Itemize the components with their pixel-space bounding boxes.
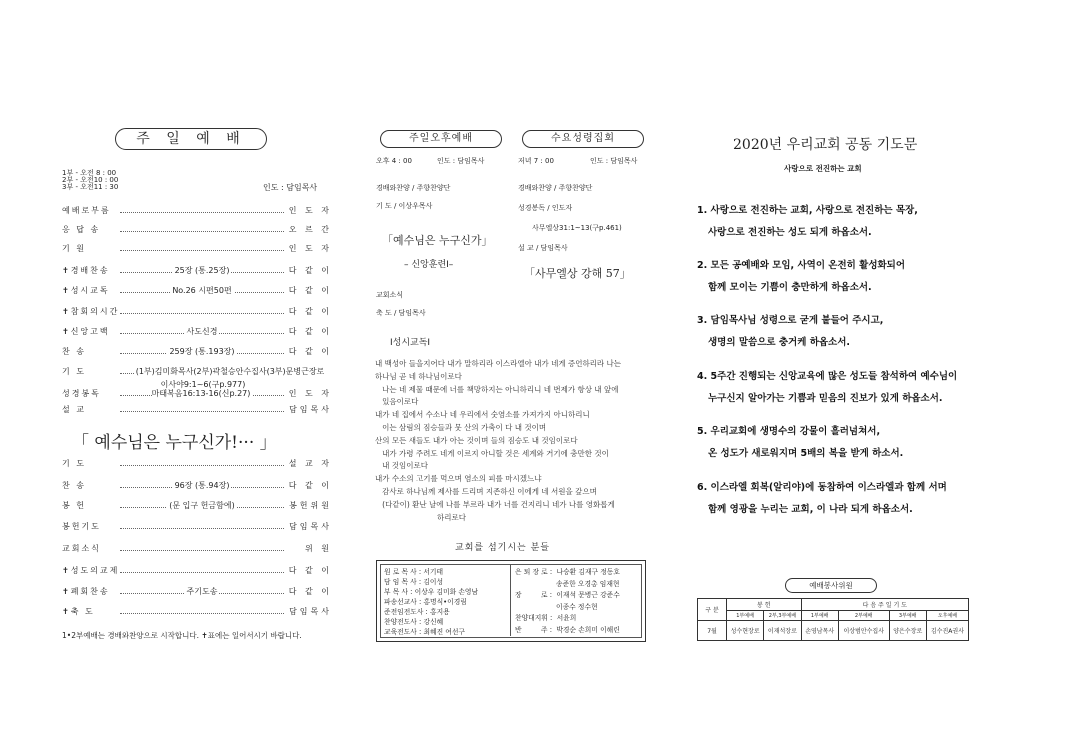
duty-name: 성수현장로: [727, 621, 764, 641]
wednesday-item: 성경봉독 / 인도자: [518, 204, 573, 212]
dotted-leader: [120, 528, 284, 529]
duty-sub-header: 2부,3부예배: [764, 611, 801, 621]
afternoon-time: 오후 4 : 00: [376, 157, 412, 165]
reading-title: Ⅰ성시교독Ⅰ: [390, 338, 431, 348]
servant-entry: 장 로 : 이재석 문병근 강준수: [515, 591, 620, 599]
order-detail-text: No.26 시편50편: [172, 286, 232, 295]
order-row: [62, 326, 332, 338]
reading-line: 산의 모든 새들도 내가 아는 것이며 들의 짐승도 내 것임이로다: [375, 435, 578, 445]
reading-line: 하나님 곧 네 하나님이로다: [375, 371, 462, 381]
servant-entry: 반 주 : 박경순 손희미 이해린: [515, 625, 620, 634]
dotted-leader: [120, 250, 284, 251]
order-row: [62, 458, 332, 470]
order-row: [62, 380, 332, 400]
dotted-leader: [120, 613, 284, 614]
prayer-item-cont: 생명의 말씀으로 충거케 하옵소서.: [708, 337, 851, 348]
reading-line: 나는 네 제물 때문에 너를 책망하지는 아니하리니 네 번제가 항상 내 앞에: [375, 384, 619, 394]
order-detail: [120, 285, 284, 296]
prayer-item: 5. 우리교회에 생명수의 강물이 흘러넘쳐서,: [697, 426, 881, 437]
wednesday-item: 사무엘상31:1~13(구p.461): [532, 224, 622, 232]
prayer-item: 1. 사랑으로 전진하는 교회, 사랑으로 전진하는 목장,: [697, 205, 918, 216]
afternoon-item: 축 도 / 담임목사: [376, 309, 426, 317]
order-detail-text: 이사야9:1~6(구p.977) 마태복음16:13-16(신p.27): [151, 380, 251, 398]
order-label: 봉헌기도: [62, 522, 101, 531]
order-leader: 다 같 이: [288, 566, 332, 575]
order-row: [62, 606, 332, 618]
dotted-leader: [120, 212, 284, 213]
order-leader: 오 르 간: [288, 225, 332, 234]
duty-name: 손영남목사: [801, 621, 838, 641]
reading-line: 내가 수소의 고기를 먹으며 염소의 피를 마시겠느냐: [375, 474, 542, 484]
order-detail: [120, 366, 340, 377]
order-leader: 담임목사: [289, 607, 332, 616]
order-row: [62, 500, 332, 512]
order-row: [62, 480, 332, 492]
duty-name: 이재석장로: [764, 621, 801, 641]
prayer-item-cont: 사랑으로 전진하는 성도 되게 하옵소서.: [708, 227, 872, 238]
reading-line: 하리로다: [375, 512, 466, 522]
order-row: [62, 306, 332, 318]
order-detail-text: 96장 (통.94장): [174, 481, 230, 490]
order-label: ✝폐회찬송: [62, 587, 110, 596]
order-label: 찬 송: [62, 347, 86, 356]
order-detail: [120, 586, 284, 597]
order-row: [62, 521, 332, 533]
order-label: ✝축 도: [62, 607, 95, 616]
footnote: 1•2부예배는 경배와찬양으로 시작합니다. ✝표에는 일어서시기 바랍니다.: [62, 631, 302, 640]
order-label: ✝참회의시간: [62, 307, 120, 316]
servant-entry: 이종수 정수현: [515, 602, 598, 611]
order-label: 봉 헌: [62, 501, 86, 510]
prayer-item: 4. 5주간 진행되는 신앙교육에 많은 성도들 참석하여 예수님이: [697, 371, 958, 382]
duty-name: 이상범안수집사: [838, 621, 889, 641]
order-detail-text: 25장 (통.25장): [174, 266, 230, 275]
servants-title: 교회를 섬기시는 분들: [455, 543, 550, 553]
duty-sub-header: 오후예배: [926, 611, 968, 621]
order-label: 예배로부름: [62, 206, 111, 215]
duty-title: 예배봉사위원: [785, 578, 877, 593]
reading-line: 내 것임이로다: [375, 461, 429, 471]
order-detail-text: 사도신경: [186, 327, 218, 336]
order-row: [62, 205, 332, 217]
prayer-item: 3. 담임목사님 성령으로 굳게 붙들어 주시고,: [697, 315, 884, 326]
preacher-label: 인도 : 담임목사: [263, 183, 318, 192]
dotted-leader: [120, 572, 284, 573]
duty-offering-header: 봉 헌: [727, 599, 802, 611]
afternoon-title: 주일오후예배: [380, 130, 502, 148]
order-row: [62, 224, 332, 236]
duty-col-header: 구 분: [698, 599, 727, 621]
order-leader: 위 원: [305, 544, 332, 553]
servant-entry: 찬양전도사 : 강신혜: [384, 618, 444, 626]
order-label: ✝신앙고백: [62, 327, 110, 336]
duty-sub-header: 3부예배: [889, 611, 926, 621]
prayer-item-cont: 함께 모이는 기쁨이 충만하게 하옵소서.: [708, 282, 872, 293]
dotted-leader: [120, 411, 284, 412]
order-label: ✝성시교독: [62, 286, 110, 295]
duty-sub-header: 1부예배: [801, 611, 838, 621]
dotted-leader: [120, 231, 284, 232]
order-label: 설 교: [62, 405, 86, 414]
order-label: ✝성도의교제: [62, 566, 120, 575]
servant-entry: 은 퇴 장 로 : 나승환 김재구 정동호: [515, 568, 620, 576]
servant-entry: 교육전도사 : 최혜진 여선구: [384, 628, 465, 636]
servant-entry: 담 임 목 사 : 김이성: [384, 578, 444, 586]
order-leader: 다 같 이: [288, 481, 332, 490]
servant-entry: 파송선교사 : 홍명식•이경림: [384, 598, 467, 606]
order-leader: 다 같 이: [288, 266, 332, 275]
duty-prayer-header: 다 음 주 일 기 도: [801, 599, 968, 611]
wednesday-sermon: 「사무엘상 강해 57」: [524, 267, 631, 280]
prayer-item: 2. 모든 공예배와 모임, 사역이 온전히 활성화되어: [697, 260, 906, 271]
order-detail: [120, 346, 284, 357]
afternoon-subtitle: – 신앙훈련Ⅰ–: [404, 260, 454, 270]
reading-line: 있음이로다: [375, 397, 419, 407]
prayer-title: 2020년 우리교회 공동 기도문: [733, 137, 918, 153]
duty-month: 7월: [698, 621, 727, 641]
order-label: 기 도: [62, 367, 86, 376]
prayer-item-cont: 누구신지 알아가는 기쁨과 믿음의 진보가 있게 하옵소서.: [708, 393, 943, 404]
order-row: [62, 285, 332, 297]
order-row: [62, 586, 332, 598]
servant-entry: 부 목 사 : 이상우 김미화 손영남: [384, 588, 479, 596]
order-leader: 다 같 이: [288, 327, 332, 336]
order-leader: 인 도 자: [288, 389, 332, 398]
order-detail: [120, 500, 284, 511]
reading-line: 내가 가령 주려도 네게 이르지 아니할 것은 세계와 거기에 충만한 것이: [375, 448, 609, 458]
order-leader: 봉헌위원: [289, 501, 332, 510]
prayer-subtitle: 사랑으로 전진하는 교회: [784, 164, 862, 173]
dotted-leader: [120, 550, 284, 551]
order-detail: [120, 326, 284, 337]
duty-sub-header: 2부예배: [838, 611, 889, 621]
afternoon-item: 교회소식: [376, 291, 404, 299]
service-time: 3부 - 오전11 : 30: [62, 183, 119, 191]
servant-entry: 원 로 목 사 : 서기태: [384, 568, 444, 576]
wednesday-title: 수요성령집회: [522, 130, 644, 148]
order-detail: [120, 380, 284, 398]
duty-sub-header: 1부예배: [727, 611, 764, 621]
prayer-item: 6. 이스라엘 회복(알리야)에 동참하여 이스라엘과 함께 서며: [697, 482, 947, 493]
servant-entry: 준전임전도사 : 홍지용: [384, 608, 450, 616]
order-label: 찬 송: [62, 481, 86, 490]
order-leader: 인 도 자: [288, 244, 332, 253]
order-label: ✝경배찬송: [62, 266, 110, 275]
order-leader: 담임목사: [289, 522, 332, 531]
wednesday-item: 설 교 / 담임목사: [518, 244, 568, 252]
order-row: [62, 565, 332, 577]
duty-name: 양은수장로: [889, 621, 926, 641]
sunday-title: 주 일 예 배: [115, 128, 267, 150]
dotted-leader: [120, 313, 284, 314]
afternoon-item: 경배와찬양 / 주향찬양단: [376, 184, 451, 192]
order-leader: 설 교 자: [288, 459, 332, 468]
reading-line: 내가 네 집에서 수소나 네 우리에서 숫염소를 가져가지 아니하리니: [375, 410, 590, 420]
dotted-leader: [120, 465, 284, 466]
service-time: 1부 - 오전 8 : 00: [62, 169, 117, 177]
order-label: 응 답 송: [62, 225, 101, 234]
afternoon-sermon: 「예수님은 누구신가」: [382, 234, 493, 247]
order-row: [62, 404, 332, 416]
order-leader: 다 같 이: [288, 587, 332, 596]
order-detail: [120, 480, 284, 491]
prayer-item-cont: 온 성도가 새로워지며 5배의 복을 받게 하소서.: [708, 448, 904, 459]
order-detail-text: 주기도송: [186, 587, 218, 596]
servant-entry: 송준한 오경총 임재현: [515, 579, 620, 588]
reading-line: 감사로 하나님께 제사를 드리며 지존하신 이에게 네 서원을 갚으며: [375, 487, 597, 496]
order-leader: 담임목사: [289, 405, 332, 414]
order-label: 교회소식: [62, 544, 101, 553]
order-row: [62, 543, 332, 555]
order-detail-text: 259장 (통.193장): [169, 347, 235, 356]
order-row: [62, 346, 332, 358]
duty-name: 김수진A권사: [926, 621, 968, 641]
order-label: 성경봉독: [62, 389, 101, 398]
reading-line: (다같이) 환난 날에 나를 부르라 내가 너를 건지리니 네가 나를 영화롭게: [375, 499, 615, 509]
wednesday-leader: 인도 : 담임목사: [590, 157, 638, 165]
order-leader: 다 같 이: [288, 286, 332, 295]
order-detail: [120, 265, 284, 276]
order-row: [62, 243, 332, 255]
order-label: 기 도: [62, 459, 86, 468]
order-row: [62, 265, 332, 277]
order-row: [62, 366, 332, 378]
order-label: 기 원: [62, 244, 86, 253]
order-detail-text: (1부)김미화목사(2부)곽철승안수집사(3부)문병근장로: [135, 367, 325, 376]
reading-line: 내 백성아 들을지어다 내가 말하리라 이스라엘아 내가 네게 증언하리라 나는: [375, 359, 622, 368]
order-detail-text: (문 입구 헌금함에): [169, 501, 235, 510]
servant-entry: 찬양대지휘 : 서윤희: [515, 614, 577, 622]
afternoon-leader: 인도 : 담임목사: [437, 157, 485, 165]
order-leader: 인 도 자: [288, 206, 332, 215]
service-time: 2부 - 오전10 : 00: [62, 176, 119, 184]
sermon-title: 「 예수님은 누구신가!··· 」: [72, 433, 277, 453]
prayer-item-cont: 함께 영광을 누리는 교회, 이 나라 되게 하옵소서.: [708, 504, 913, 515]
duty-table: [697, 598, 969, 641]
order-leader: 다 같 이: [288, 307, 332, 316]
afternoon-item: 기 도 / 이상우목사: [376, 202, 433, 210]
reading-line: 이는 삼림의 짐승들과 뭇 산의 가축이 다 내 것이며: [375, 423, 547, 432]
order-leader: 다 같 이: [288, 347, 332, 356]
wednesday-time: 저녁 7 : 00: [518, 157, 554, 165]
wednesday-item: 경배와찬양 / 주향찬양단: [518, 184, 593, 192]
